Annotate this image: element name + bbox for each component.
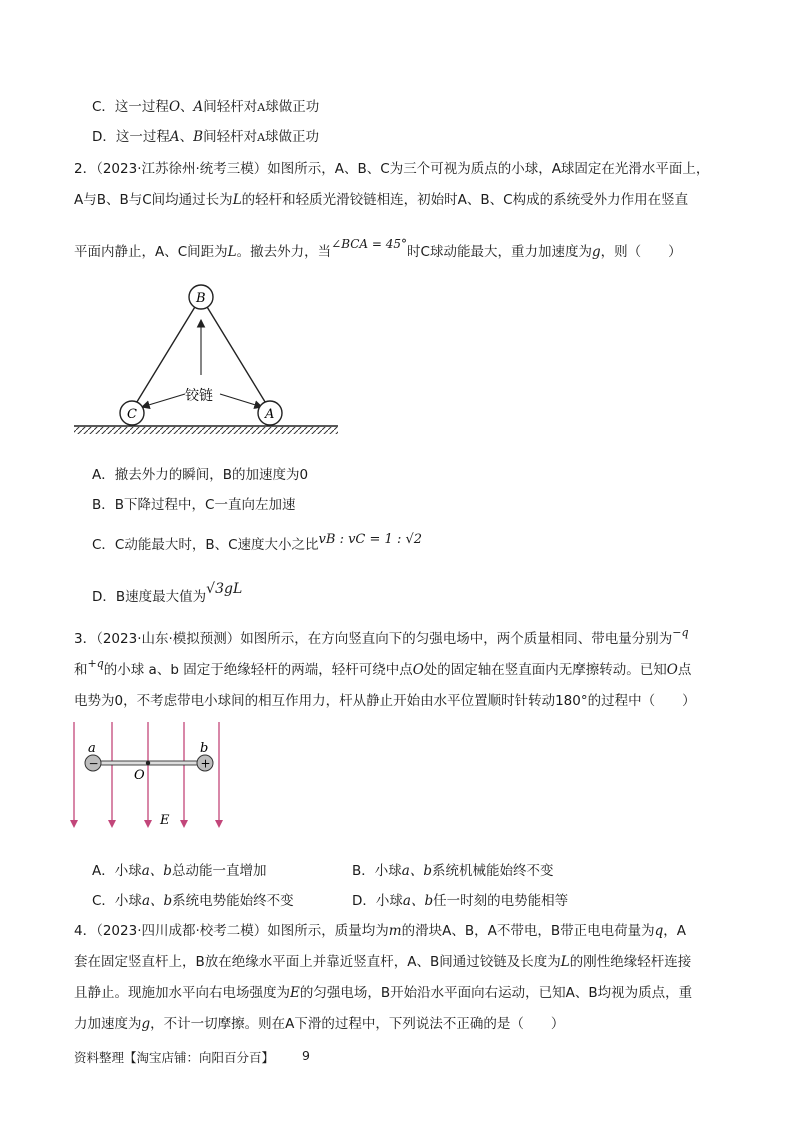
arrow-left bbox=[142, 394, 185, 407]
page-number: 9 bbox=[302, 1048, 310, 1063]
q2-option-b: B．B下降过程中，C一直向左加速 bbox=[92, 497, 296, 513]
label-e: E bbox=[160, 813, 170, 828]
ball-c-label: C bbox=[127, 407, 137, 422]
q1-option-d: D．这一过程A、B间轻杆对A球做正功 bbox=[92, 129, 320, 145]
ball-b-label: B bbox=[196, 291, 206, 306]
arrow-right bbox=[220, 394, 262, 407]
q3-stem-line-1: 3．（2023·山东·模拟预测）如图所示，在方向竖直向下的匀强电场中，两个质量相同、带电量分别为$^{-q}$ bbox=[74, 626, 689, 647]
pivot-o bbox=[146, 761, 150, 765]
q1-option-c: C．这一过程O、A间轻杆对A球做正功 bbox=[92, 99, 320, 115]
q3-option-a: A．小球a、b总动能一直增加 bbox=[92, 863, 267, 879]
q2-option-d: D．B速度最大值为√3gL bbox=[92, 581, 243, 605]
q2-stem-line-2: A与B、B与C间均通过长为L的轻杆和轻质光滑铰链相连，初始时A、B、C构成的系统受外力作用在竖直 bbox=[74, 192, 689, 208]
rod bbox=[100, 761, 204, 765]
ground-hatch bbox=[74, 427, 338, 434]
q2-stem-line-3: 平面内静止，A、C间距为L。撤去外力，当∠BCA = 45°时C球动能最大，重力加速度为g，则（ ） bbox=[74, 237, 682, 260]
angle-expression: ∠BCA = 45° bbox=[331, 237, 408, 251]
q2-stem-line-1: 2．（2023·江苏徐州·统考三模）如图所示，A、B、C为三个可视为质点的小球，A球固定在光滑水平面上， bbox=[74, 161, 710, 177]
q3-stem-line-3: 电势为0，不考虑带电小球间的相互作用力，杆从静止开始由水平位置顺时针转动180°的过程中（ ） bbox=[74, 693, 696, 709]
q3-option-b: B．小球a、b系统机械能始终不变 bbox=[352, 863, 554, 879]
q2-option-a: A．撤去外力的瞬间，B的加速度为0 bbox=[92, 467, 309, 483]
ball-a-label: A bbox=[265, 407, 275, 422]
q3-figure bbox=[62, 720, 232, 832]
q4-stem-line-1: 4．（2023·四川成都·校考二模）如图所示，质量均为m的滑块A、B，A不带电，B带正电电荷量为q，A bbox=[74, 923, 686, 939]
minus-sign: − bbox=[88, 756, 99, 771]
plus-sign: + bbox=[200, 756, 211, 771]
q3-option-c: C．小球a、b系统电势能始终不变 bbox=[92, 893, 294, 909]
q4-stem-line-2: 套在固定竖直杆上，B放在绝缘水平面上并靠近竖直杆，A、B间通过铰链及长度为L的刚性绝缘轻杆连接 bbox=[74, 954, 692, 970]
label-o: O bbox=[134, 768, 145, 783]
hinge-label: 铰链 bbox=[185, 388, 213, 404]
footer-source: 资料整理【淘宝店铺：向阳百分百】 bbox=[74, 1050, 275, 1065]
q2-figure bbox=[70, 280, 345, 440]
label-a: a bbox=[88, 741, 96, 756]
q2-option-c: C．C动能最大时，B、C速度大小之比vB : vC = 1 : √2 bbox=[92, 532, 423, 553]
label-b: b bbox=[200, 741, 209, 756]
q3-stem-line-2: 和$^{+q}$的小球 a、b 固定于绝缘轻杆的两端，轻杆可绕中点O处的固定轴在竖直面内无摩擦转动。已知O点 bbox=[74, 657, 692, 678]
q4-stem-line-4: 力加速度为g，不计一切摩擦。则在A下滑的过程中，下列说法不正确的是（ ） bbox=[74, 1016, 565, 1032]
q3-option-d: D．小球a、b任一时刻的电势能相等 bbox=[352, 893, 569, 909]
q4-stem-line-3: 且静止。现施加水平向右电场强度为E的匀强电场，B开始沿水平面向右运动，已知A、B均视为质点，重 bbox=[74, 985, 693, 1001]
